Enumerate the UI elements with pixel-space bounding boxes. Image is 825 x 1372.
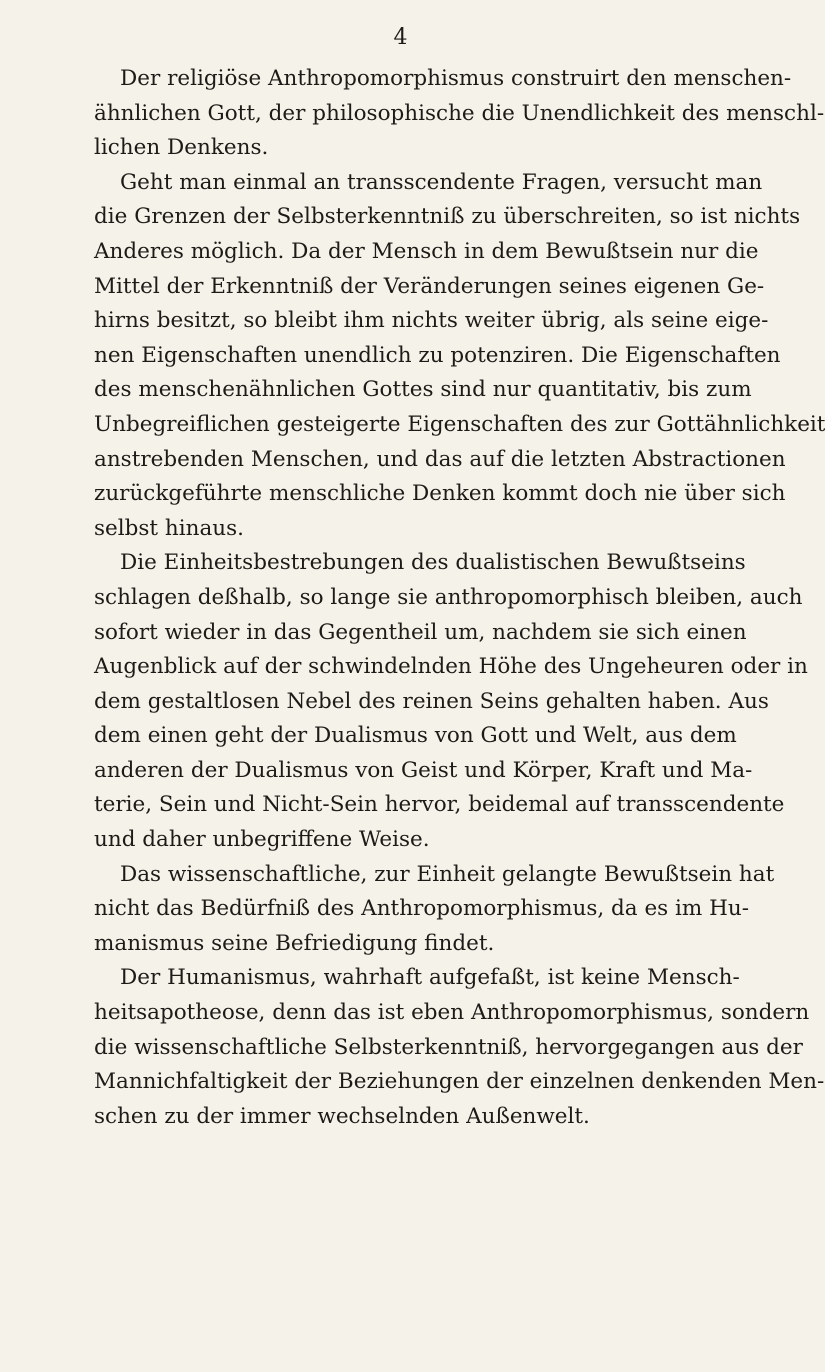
text-line: lichen Denkens. [94,135,269,161]
text-line: Der Humanismus, wahrhaft aufgefaßt, ist keine Mensch- [120,965,740,991]
text-line: heitsapotheose, denn das ist eben Anthropomorphismus, sondern [94,1000,810,1026]
body-text [94,62,825,1134]
text-line: sofort wieder in das Gegentheil um, nachdem sie sich einen [94,619,747,645]
text-line: Anderes möglich. Da der Mensch in dem Bewußtsein nur die [94,238,759,264]
text-line: terie, Sein und Nicht-Sein hervor, beidemal auf transscendente [94,792,785,818]
text-line: Der religiöse Anthropomorphismus construirt den menschen- [120,66,792,91]
text-line: Unbegreiflichen gesteigerte Eigenschaften des zur Gottähnlichkeit [94,411,825,437]
text-line: schen zu der immer wechselnden Außenwelt. [94,1103,590,1129]
text-line: nen Eigenschaften unendlich zu potenziren. Die Eigenschaften [94,342,781,368]
text-line: zurückgeführte menschliche Denken kommt doch nie über sich [94,481,786,507]
text-line: Geht man einmal an transscendente Fragen, versucht man [120,169,763,195]
text-line: manismus seine Befriedigung findet. [94,930,495,956]
text-line: hirns besitzt, so bleibt ihm nichts weiter übrig, als seine eige- [94,308,769,334]
text-line: Mittel der Erkenntniß der Veränderungen seines eigenen Ge- [94,273,765,299]
text-line: dem einen geht der Dualismus von Gott und Welt, aus dem [94,723,737,749]
text-line: des menschenähnlichen Gottes sind nur quantitativ, bis zum [94,377,752,403]
text-line: Das wissenschaftliche, zur Einheit gelangte Bewußtsein hat [120,861,775,887]
page-number: 4 [393,25,408,50]
text-line: ähnlichen Gott, der philosophische die Unendlichkeit des menschl- [94,100,825,126]
text-line: nicht das Bedürfniß des Anthropomorphismus, da es im Hu- [94,896,749,922]
text-line: Die Einheitsbestrebungen des dualistischen Bewußtseins [120,550,746,576]
text-line: die Grenzen der Selbsterkenntniß zu überschreiten, so ist nichts [94,204,801,230]
text-line: die wissenschaftliche Selbsterkenntniß, hervorgegangen aus der [94,1034,803,1060]
text-line: selbst hinaus. [94,515,245,541]
text-line: Mannichfaltigkeit der Beziehungen der einzelnen denkenden Men- [94,1069,825,1095]
text-line: dem gestaltlosen Nebel des reinen Seins gehalten haben. Aus [94,688,769,714]
text-line: Augenblick auf der schwindelnden Höhe des Ungeheuren oder in [94,654,808,680]
text-line: schlagen deßhalb, so lange sie anthropomorphisch bleiben, auch [94,584,803,610]
text-line: anderen der Dualismus von Geist und Körper, Kraft und Ma- [94,757,753,783]
text-line: anstrebenden Menschen, und das auf die letzten Abstractionen [94,446,786,472]
text-line: und daher unbegriffene Weise. [94,827,430,853]
